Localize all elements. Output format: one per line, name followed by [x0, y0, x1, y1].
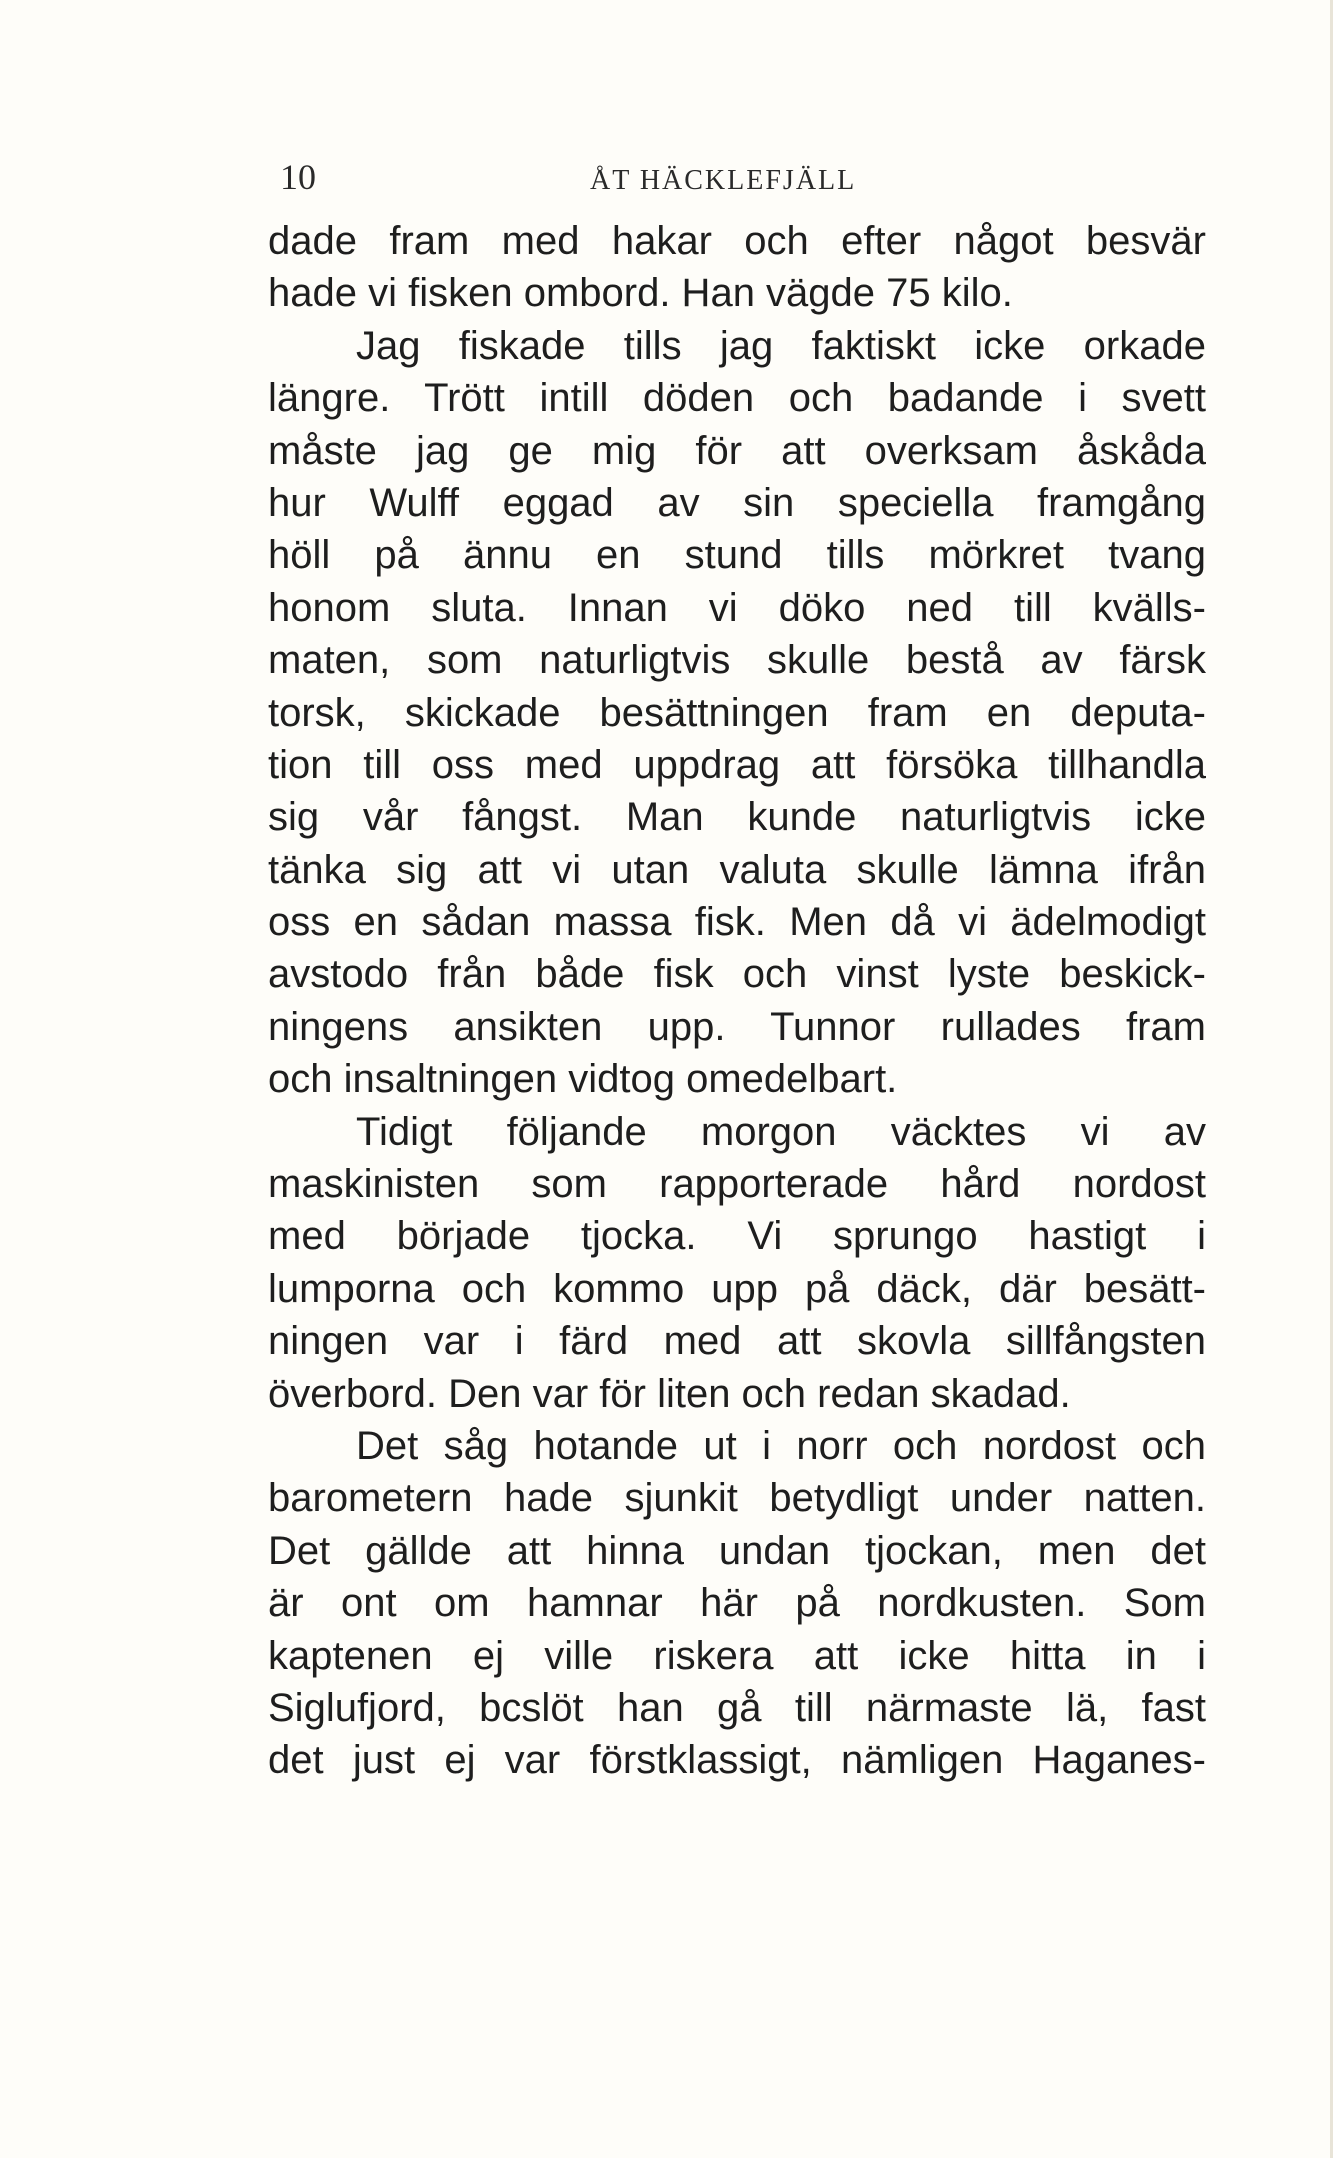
text-line: barometern hade sjunkit betydligt under natten.	[268, 1476, 1206, 1521]
text-line: är ont om hamnar här på nordkusten. Som	[268, 1581, 1206, 1626]
text-line: ningen var i färd med att skovla sillfångsten	[268, 1319, 1206, 1364]
paragraph-start-line: Jag fiskade tills jag faktiskt icke orkade	[356, 323, 1206, 368]
text-line: ningens ansikten upp. Tunnor rullades fram	[268, 1004, 1206, 1049]
body-text	[268, 215, 1206, 1787]
paragraph-start-line: Det såg hotande ut i norr och nordost och	[356, 1423, 1206, 1468]
text-line: höll på ännu en stund tills mörkret tvang	[268, 533, 1206, 578]
text-line: maskinisten som rapporterade hård nordost	[268, 1162, 1206, 1207]
text-line: lumporna och kommo upp på däck, där besätt-	[268, 1266, 1206, 1311]
text-line: tion till oss med uppdrag att försöka tillhandla	[268, 742, 1206, 787]
text-line: längre. Trött intill döden och badande i svett	[268, 376, 1206, 421]
text-line: hade vi fisken ombord. Han vägde 75 kilo.	[268, 271, 1013, 316]
text-line: Siglufjord, bcslöt han gå till närmaste lä, fast	[268, 1685, 1206, 1730]
text-line: dade fram med hakar och efter något besvär	[268, 219, 1206, 263]
text-line: honom sluta. Innan vi döko ned till kvälls-	[268, 585, 1206, 630]
paragraph-start-line: Tidigt följande morgon väcktes vi av	[356, 1109, 1206, 1154]
page-number: 10	[280, 157, 316, 197]
text-line: och insaltningen vidtog omedelbart.	[268, 1057, 898, 1102]
text-line: torsk, skickade besättningen fram en deputa-	[268, 690, 1206, 735]
text-line: avstodo från både fisk och vinst lyste beskick-	[268, 952, 1206, 997]
text-line: det just ej var förstklassigt, nämligen Haganes-	[268, 1738, 1206, 1783]
text-line: sig vår fångst. Man kunde naturligtvis icke	[268, 795, 1206, 840]
running-title: ÅT HÄCKLEFJÄLL	[590, 165, 857, 196]
running-head	[280, 152, 1195, 202]
text-line: hur Wulff eggad av sin speciella framgång	[268, 480, 1206, 525]
text-line: måste jag ge mig för att overksam åskåda	[268, 428, 1206, 473]
text-line: maten, som naturligtvis skulle bestå av färsk	[268, 638, 1206, 683]
text-line: tänka sig att vi utan valuta skulle lämna ifrån	[268, 847, 1206, 892]
text-line: kaptenen ej ville riskera att icke hitta in i	[268, 1633, 1206, 1678]
text-line: överbord. Den var för liten och redan skadad.	[268, 1371, 1071, 1416]
text-line: med började tjocka. Vi sprungo hastigt i	[268, 1214, 1206, 1259]
text-line: oss en sådan massa fisk. Men då vi ädelmodigt	[268, 900, 1206, 945]
text-line: Det gällde att hinna undan tjockan, men det	[268, 1528, 1206, 1573]
